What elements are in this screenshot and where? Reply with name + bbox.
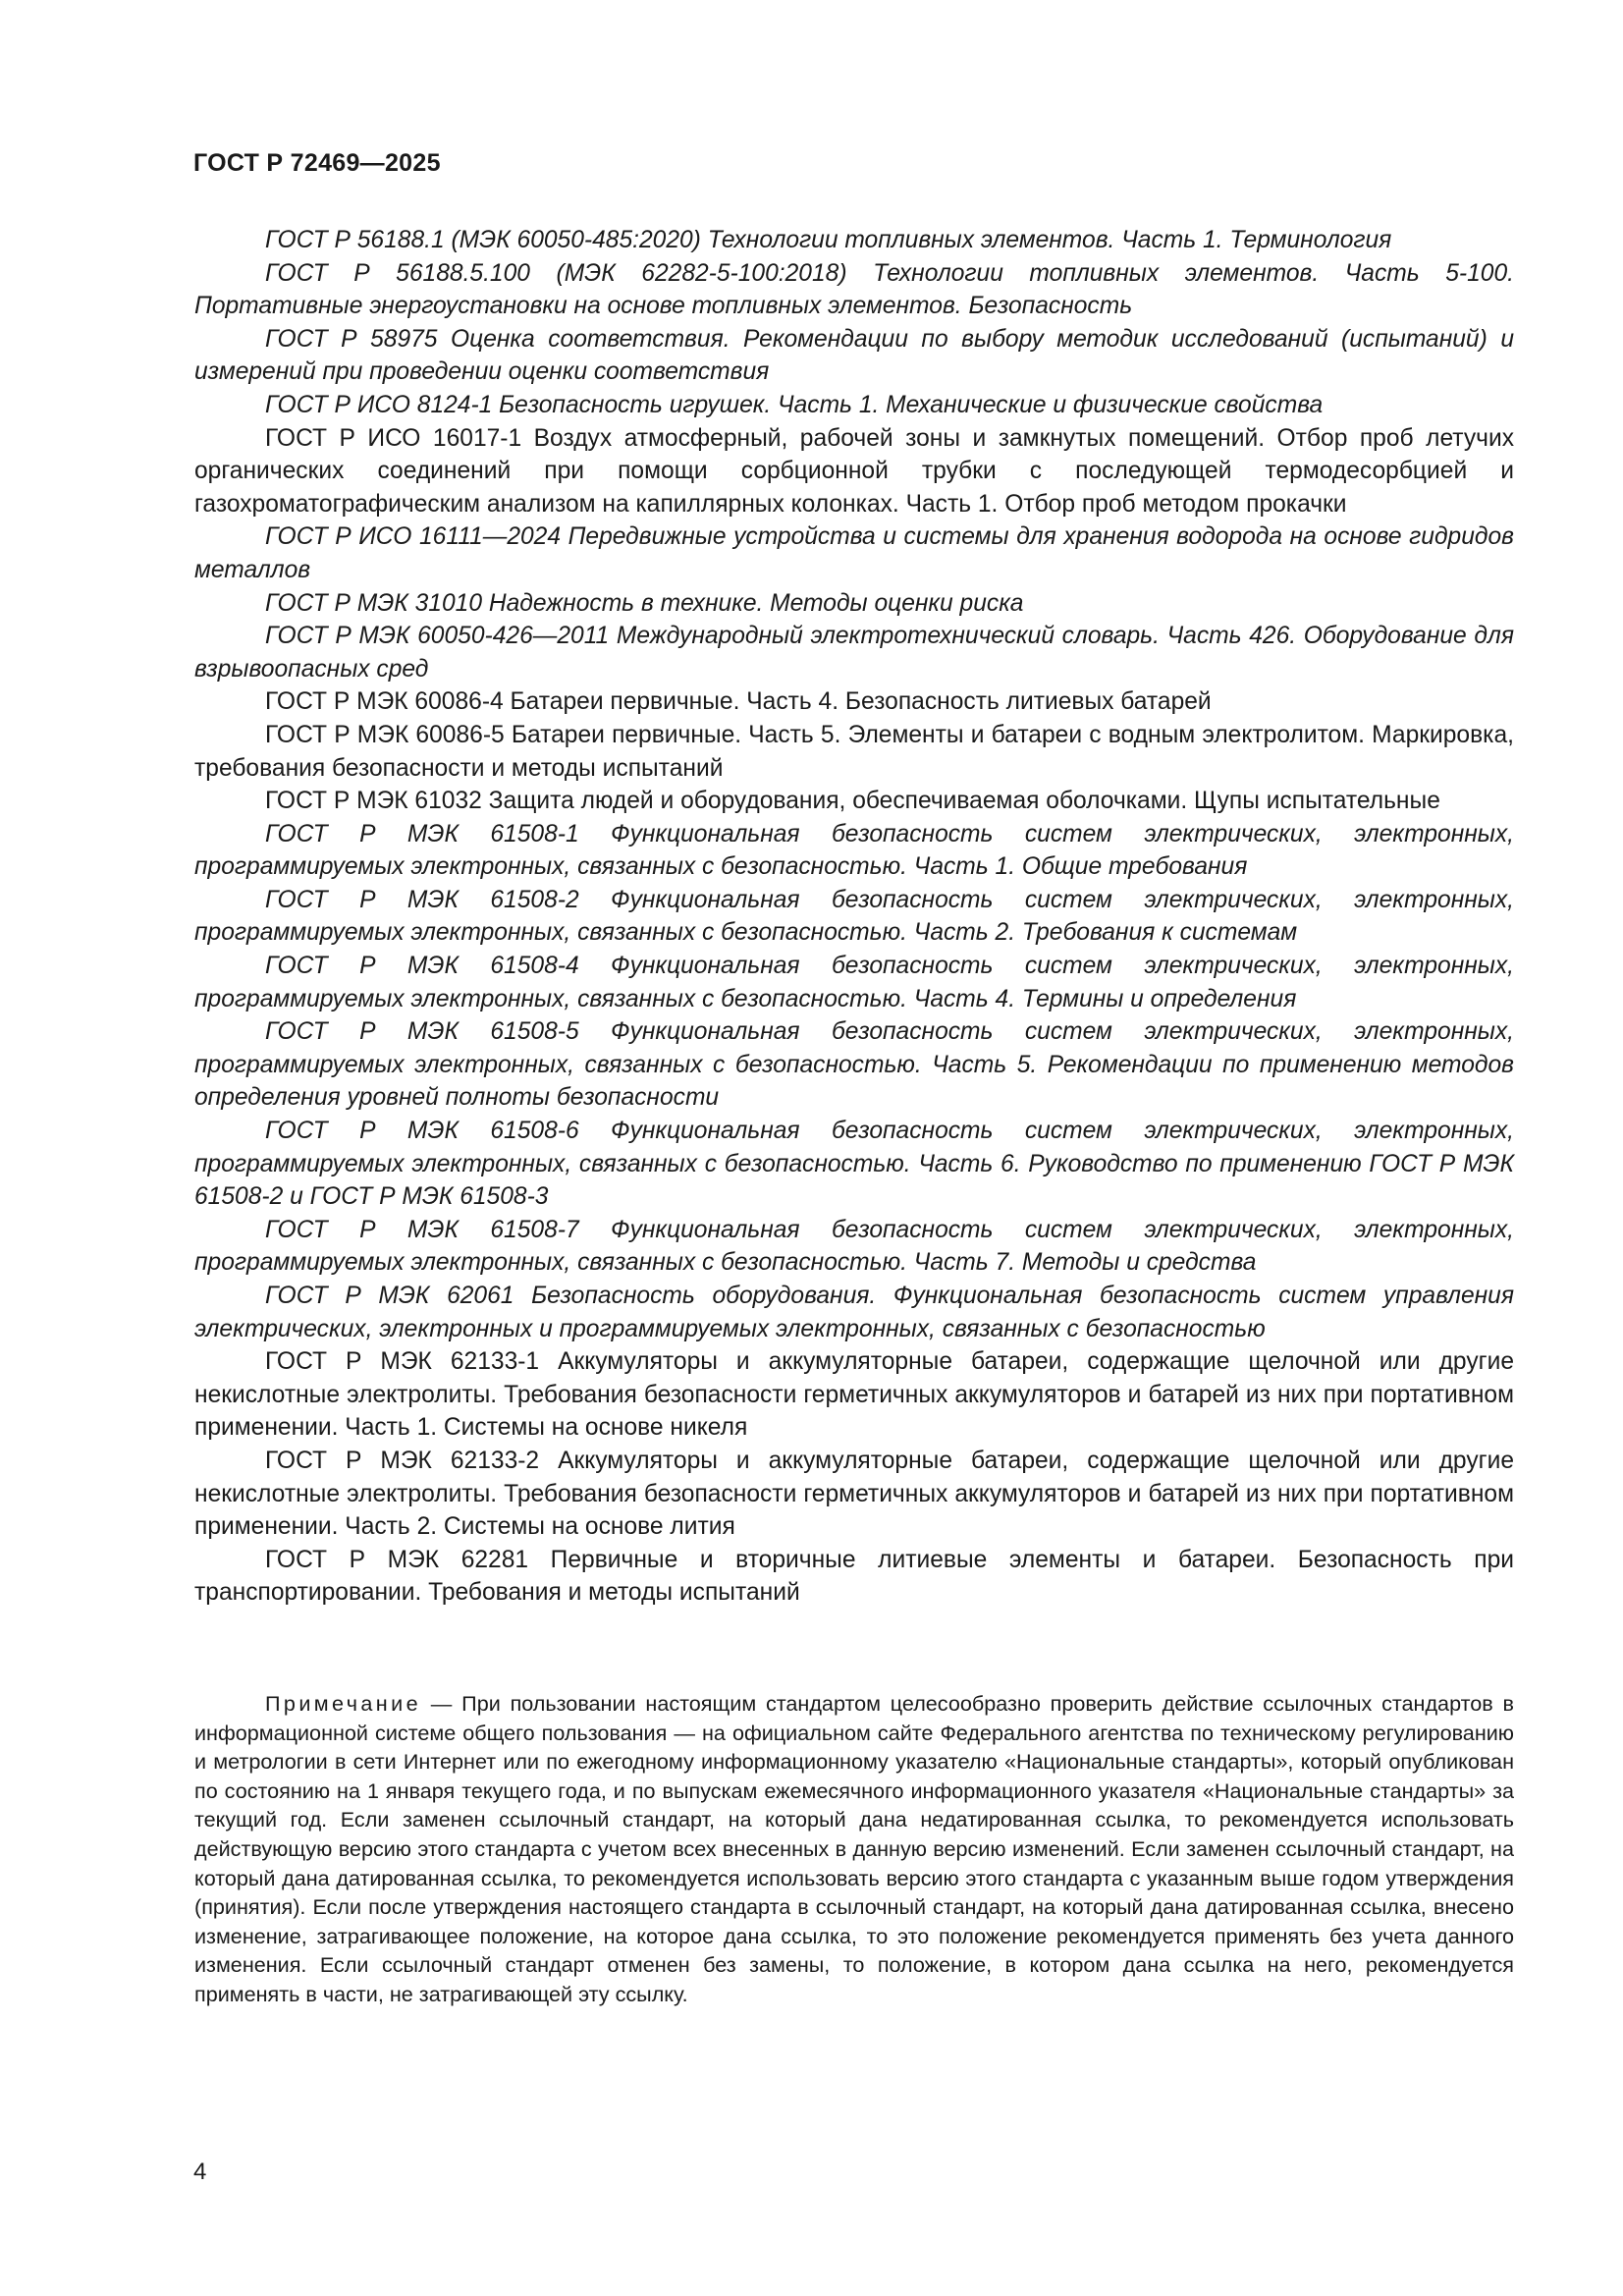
- reference-item: ГОСТ Р МЭК 62133-2 Аккумуляторы и аккумуляторные батареи, содержащие щелочной или другие некислотные электролиты. Требования безопасности герметичных аккумуляторов и батарей из них при портативном применении. Часть 2. Системы на основе лития: [194, 1447, 1514, 1541]
- reference-item: ГОСТ Р МЭК 62281 Первичные и вторичные литиевые элементы и батареи. Безопасность при транспортировании. Требования и методы испытаний: [194, 1546, 1514, 1607]
- reference-item: ГОСТ Р МЭК 61508-2 Функциональная безопасность систем электрических, электронных, программируемых электронных, связанных с безопасностью. Часть 2. Требования к системам: [194, 886, 1514, 947]
- reference-item: ГОСТ Р МЭК 61508-1 Функциональная безопасность систем электрических, электронных, программируемых электронных, связанных с безопасностью. Часть 1. Общие требования: [194, 820, 1514, 881]
- note-block: [194, 1689, 1514, 2009]
- normative-references-list: [194, 224, 1514, 1610]
- reference-item: ГОСТ Р ИСО 16017-1 Воздух атмосферный, рабочей зоны и замкнутых помещений. Отбор проб летучих органических соединений при помощи сорбционной трубки с последующей термодесорбцией и газохроматографическим анализом на капиллярных колонках. Часть 1. Отбор проб методом прокачки: [194, 424, 1514, 518]
- reference-item: ГОСТ Р МЭК 61032 Защита людей и оборудования, обеспечиваемая оболочками. Щупы испытательные: [265, 788, 1440, 815]
- reference-item: ГОСТ Р ИСО 8124-1 Безопасность игрушек. Часть 1. Механические и физические свойства: [265, 391, 1324, 418]
- reference-item: ГОСТ Р 58975 Оценка соответствия. Рекомендации по выбору методик исследований (испытаний) и измерений при проведении оценки соответствия: [194, 325, 1514, 386]
- reference-item: ГОСТ Р МЭК 31010 Надежность в технике. Методы оценки риска: [265, 589, 1024, 617]
- reference-item: ГОСТ Р МЭК 60086-5 Батареи первичные. Часть 5. Элементы и батареи с водным электролитом. Маркировка, требования безопасности и методы испытаний: [194, 721, 1514, 782]
- reference-item: ГОСТ Р МЭК 61508-7 Функциональная безопасность систем электрических, электронных, программируемых электронных, связанных с безопасностью. Часть 7. Методы и средства: [194, 1216, 1514, 1277]
- reference-item: ГОСТ Р МЭК 61508-6 Функциональная безопасность систем электрических, электронных, программируемых электронных, связанных с безопасностью. Часть 6. Руководство по применению ГОСТ Р МЭК 61508-2 и ГОСТ Р МЭК 61508-3: [194, 1118, 1514, 1211]
- reference-item: ГОСТ Р МЭК 60086-4 Батареи первичные. Часть 4. Безопасность литиевых батарей: [265, 688, 1212, 716]
- reference-item: ГОСТ Р МЭК 62133-1 Аккумуляторы и аккумуляторные батареи, содержащие щелочной или другие некислотные электролиты. Требования безопасности герметичных аккумуляторов и батарей из них при портативном применении. Часть 1. Системы на основе никеля: [194, 1348, 1514, 1442]
- reference-item: ГОСТ Р МЭК 61508-4 Функциональная безопасность систем электрических, электронных, программируемых электронных, связанных с безопасностью. Часть 4. Термины и определения: [194, 953, 1514, 1012]
- reference-item: ГОСТ Р 56188.1 (МЭК 60050-485:2020) Технологии топливных элементов. Часть 1. Терминология: [265, 227, 1392, 253]
- reference-item: ГОСТ Р МЭК 62061 Безопасность оборудования. Функциональная безопасность систем управления электрических, электронных и программируемых электронных, связанных с безопасностью: [194, 1283, 1514, 1342]
- reference-item: ГОСТ Р 56188.5.100 (МЭК 62282-5-100:2018) Технологии топливных элементов. Часть 5-100. Портативные энергоустановки на основе топливных элементов. Безопасность: [194, 259, 1514, 320]
- page-number: 4: [193, 2159, 207, 2185]
- note-label: Примечание: [265, 1691, 421, 1716]
- document-code-header: ГОСТ Р 72469—2025: [193, 149, 441, 177]
- note-text: — При пользовании настоящим стандартом целесообразно проверить действие ссылочных стандартов в информационной системе общего пользования — на официальном сайте Федерального агентства по техническому регулированию и метрологии в сети Интернет или по ежегодному информационному указателю «Национальные стандарты», который опубликован по состоянию на 1 января текущего года, и по выпускам ежемесячного информационного указателя «Национальные стандарты» за текущий год. Если заменен ссылочный стандарт, на который дана недатированная ссылка, то рекомендуется использовать действующую версию этого стандарта с учетом всех внесенных в данную версию изменений. Если заменен ссылочный стандарт, на который дана датированная ссылка, то рекомендуется использовать версию этого стандарта с указанным выше годом утверждения (принятия). Если после утверждения настоящего стандарта в ссылочный стандарт, на который дана датированная ссылка, внесено изменение, затрагивающее положение, на которое дана ссылка, то это положение рекомендуется применять без учета данного изменения. Если ссылочный стандарт отменен без замены, то положение, в котором дана ссылка на него, рекомендуется применять в части, не затрагивающей эту ссылку.: [194, 1691, 1514, 2006]
- reference-item: ГОСТ Р МЭК 60050-426—2011 Международный электротехнический словарь. Часть 426. Оборудование для взрывоопасных сред: [194, 623, 1514, 683]
- reference-item: ГОСТ Р МЭК 61508-5 Функциональная безопасность систем электрических, электронных, программируемых электронных, связанных с безопасностью. Часть 5. Рекомендации по применению методов определения уровней полноты безопасности: [194, 1018, 1514, 1112]
- reference-item: ГОСТ Р ИСО 16111—2024 Передвижные устройства и системы для хранения водорода на основе гидридов металлов: [194, 523, 1514, 583]
